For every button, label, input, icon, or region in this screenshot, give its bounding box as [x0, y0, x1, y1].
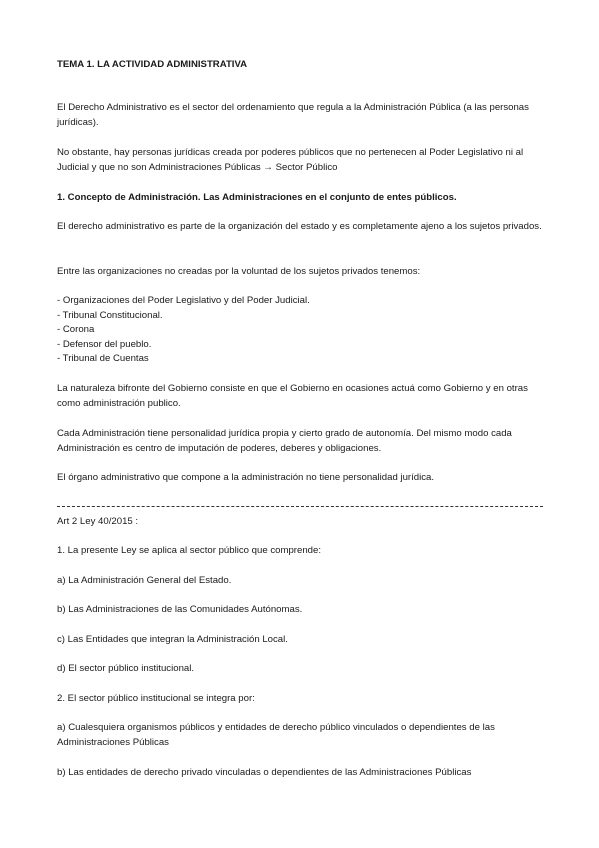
- article-item-1b: b) Las Administraciones de las Comunidades Autónomas.: [57, 604, 303, 615]
- article-item-2b: b) Las entidades de derecho privado vinculadas o dependientes de las Administraciones Públicas: [57, 767, 472, 778]
- article-item-2: 2. El sector público institucional se integra por:: [57, 693, 255, 704]
- organo-paragraph: El órgano administrativo que compone a la administración no tiene personalidad jurídica.: [57, 472, 435, 483]
- article-item-1: 1. La presente Ley se aplica al sector público que comprende:: [57, 545, 321, 556]
- article-item-2a: a) Cualesquiera organismos públicos y entidades de derecho público vinculados o dependientes de las Administraciones Públicas: [57, 722, 495, 748]
- document-title: TEMA 1. LA ACTIVIDAD ADMINISTRATIVA: [57, 59, 248, 70]
- list-item: - Organizaciones del Poder Legislativo y del Poder Judicial.: [57, 295, 310, 306]
- list-item: - Defensor del pueblo.: [57, 338, 152, 350]
- section-1-paragraph-1: El derecho administrativo es parte de la organización del estado y es completamente ajeno a los sujetos privados.: [57, 221, 542, 232]
- personalidad-paragraph: Cada Administración tiene personalidad jurídica propia y cierto grado de autonomía. Del mismo modo cada Administración es centro de imputación de poderes, deberes y obligaciones.: [57, 428, 512, 454]
- article-item-1d: d) El sector público institucional.: [57, 663, 195, 674]
- no-obstante-paragraph: No obstante, hay personas jurídicas creada por poderes públicos que no pertenecen al Poder Legislativo ni al Judicial y que no son Administraciones Públicas → Sector Público: [57, 147, 524, 173]
- list-item: - Corona: [57, 324, 95, 336]
- list-item: - Tribunal Constitucional.: [57, 309, 163, 321]
- article-item-1c: c) Las Entidades que integran la Administración Local.: [57, 634, 288, 645]
- intro-paragraph: El Derecho Administrativo es el sector del ordenamiento que regula a la Administración Pública (a las personas jurídicas).: [57, 102, 529, 128]
- separator-line: [57, 506, 543, 507]
- gobierno-paragraph: La naturaleza bifronte del Gobierno consiste en que el Gobierno en ocasiones actuá como Gobierno y en otras como administración publico.: [57, 383, 528, 409]
- list-item: - Tribunal de Cuentas: [57, 353, 149, 365]
- organizations-list: [57, 294, 547, 367]
- section-1-paragraph-2: Entre las organizaciones no creadas por la voluntad de los sujetos privados tenemos:: [57, 266, 421, 277]
- section-1-heading: 1. Concepto de Administración. Las Administraciones en el conjunto de entes públicos.: [57, 192, 457, 203]
- article-item-1a: a) La Administración General del Estado.: [57, 575, 232, 586]
- article-heading: Art 2 Ley 40/2015 :: [57, 516, 139, 527]
